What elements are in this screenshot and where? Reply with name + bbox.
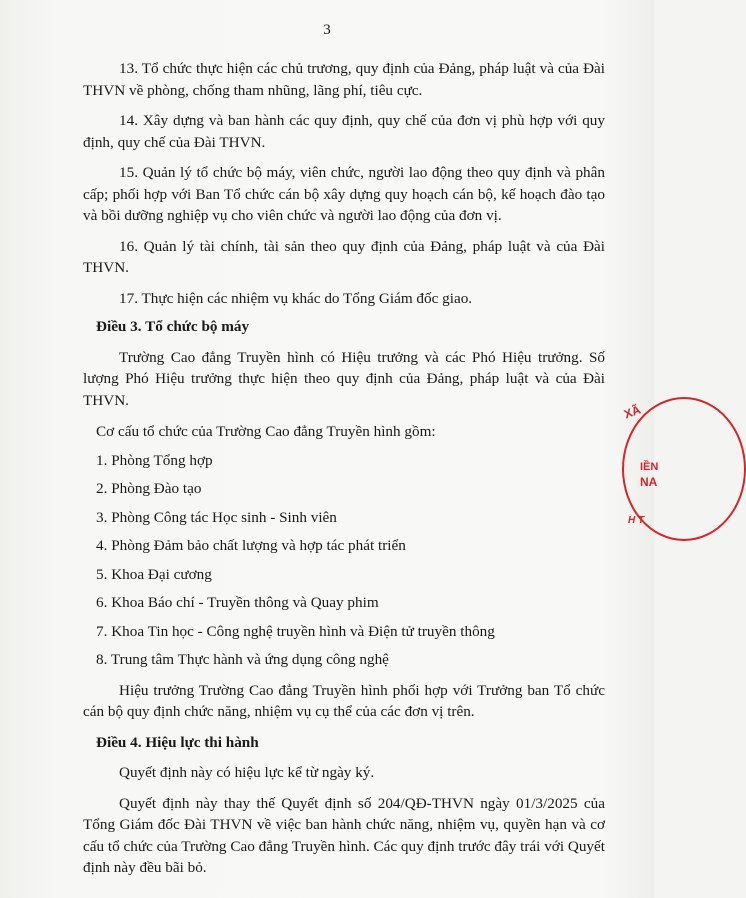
document-body [83, 58, 605, 879]
paragraph-15: 15. Quản lý tổ chức bộ máy, viên chức, người lao động theo quy định và phân cấp; phối hợp với Ban Tổ chức cán bộ xây dựng quy hoạch cán bộ, kế hoạch đào tạo và bồi dưỡng nghiệp vụ cho viên chức và người lao động của đơn vị. [83, 164, 605, 224]
list-item: 1. Phòng Tổng hợp [96, 451, 213, 469]
list-item: 6. Khoa Báo chí - Truyền thông và Quay phim [96, 594, 379, 611]
article-3-heading: Điều 3. Tổ chức bộ máy [96, 318, 250, 335]
paragraph-13: 13. Tổ chức thực hiện các chủ trương, quy định của Đảng, pháp luật và của Đài THVN về phòng, chống tham nhũng, lãng phí, tiêu cực. [83, 60, 605, 99]
list-item: 3. Phòng Công tác Học sinh - Sinh viên [96, 508, 337, 526]
seal-text: H T [628, 515, 645, 526]
structure-intro: Cơ cấu tổ chức của Trường Cao đẳng Truyền hình gồm: [96, 423, 436, 440]
paragraph-16: 16. Quản lý tài chính, tài sản theo quy định của Đảng, pháp luật và của Đài THVN. [83, 237, 605, 276]
article-3-closing: Hiệu trưởng Trường Cao đẳng Truyền hình phối hợp với Trưởng ban Tổ chức cán bộ quy định chức năng, nhiệm vụ cụ thể của các đơn vị trên. [83, 681, 605, 720]
list-item: 8. Trung tâm Thực hành và ứng dụng công nghệ [96, 651, 389, 668]
list-item: 7. Khoa Tin học - Công nghệ truyền hình và Điện tử truyền thông [96, 622, 495, 640]
paragraph-14: 14. Xây dựng và ban hành các quy định, quy chế của đơn vị phù hợp với quy định, quy chế của Đài THVN. [83, 112, 605, 151]
seal-text: NA [640, 475, 658, 489]
page-number: 3 [323, 22, 331, 38]
article-4-effective: Quyết định này có hiệu lực kể từ ngày ký. [119, 764, 375, 781]
red-seal-stamp [618, 395, 659, 555]
seal-text: IỀN [640, 461, 659, 473]
list-item: 5. Khoa Đại cương [96, 565, 212, 583]
list-item: 2. Phòng Đào tạo [96, 480, 202, 497]
paragraph-17: 17. Thực hiện các nhiệm vụ khác do Tổng Giám đốc giao. [119, 289, 473, 307]
unit-list [83, 450, 605, 671]
list-item: 4. Phòng Đảm bảo chất lượng và hợp tác phát triển [96, 537, 406, 554]
article-4-heading: Điều 4. Hiệu lực thi hành [96, 733, 259, 751]
article-4-replacement: Quyết định này thay thế Quyết định số 204/QĐ-THVN ngày 01/3/2025 của Tổng Giám đốc Đài THVN về việc ban hành chức năng, nhiệm vụ, quyền hạn và cơ cấu tổ chức của Trường Cao đẳng Truyền hình. Các quy định trước đây trái với Quyết định này đều bãi bỏ. [83, 794, 605, 876]
article-3-intro: Trường Cao đẳng Truyền hình có Hiệu trưởng và các Phó Hiệu trưởng. Số lượng Phó Hiệu trưởng thực hiện theo quy định của Đảng, pháp luật và của Đài THVN. [83, 348, 605, 409]
seal-text: XÃ [622, 402, 643, 422]
